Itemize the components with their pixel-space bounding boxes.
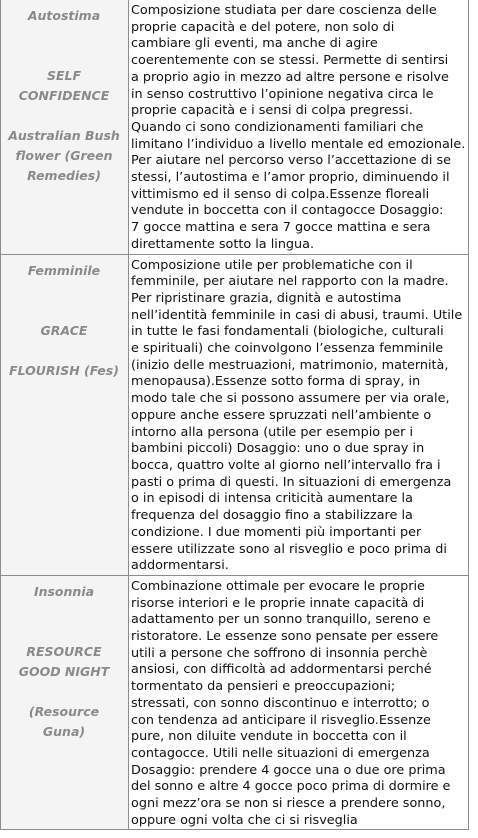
remedy-description-line: contagocce. Utili nelle situazioni di emergenza: [131, 745, 430, 761]
remedy-description-line: ogni mezz’ora se non si riesce a prendere sonno,: [131, 796, 446, 812]
remedy-description-line: coerentemente con se stessi. Permette di sentirsi: [131, 53, 449, 69]
remedy-description-line: Dosaggio: prendere 4 gocce una o due ore prima: [131, 762, 446, 778]
remedy-description-line: Per ripristinare grazia, dignità e autostima: [131, 290, 402, 306]
remedy-description-line: vendute in boccetta con il contagocce Dosaggio:: [131, 203, 444, 219]
remedy-description-line: modo tale che si possono assumere per via orale,: [131, 391, 450, 407]
remedy-name-cell: [1, 254, 129, 575]
remedy-name-line: (Resource: [28, 703, 100, 719]
remedy-description-line: ristoratore. Le essenze sono pensate per essere: [131, 629, 439, 645]
remedy-description-line: cambiare gli eventi, ma anche di agire: [131, 36, 378, 52]
remedy-name-line: Australian Bush: [8, 128, 120, 143]
remedy-description-line: bambini piccoli) Dosaggio: uno o due spray in: [131, 441, 425, 457]
remedy-name-spacer: [3, 26, 125, 46]
remedy-description-line: del sonno e altre 4 gocce poco prima di dormire e: [131, 779, 451, 795]
remedy-description-cell: [129, 0, 469, 254]
remedy-name-spacer: [3, 341, 125, 361]
remedy-description-line: stessi, l’autostima e l’amor proprio, diminuendo il: [131, 170, 450, 186]
remedy-name-spacer: [3, 106, 125, 126]
remedy-description-line: utili a persone che soffrono di insonnia perchè: [131, 645, 428, 661]
remedy-description-line: Combinazione ottimale per evocare le proprie: [131, 578, 425, 594]
remedy-name-spacer: [3, 602, 125, 622]
remedy-name-cell: [1, 575, 129, 830]
remedy-name-line: flower (Green: [15, 148, 113, 163]
remedy-name-line: SELF: [46, 68, 82, 83]
remedy-row: [1, 254, 469, 575]
remedy-description-line: pure, non diluite vendute in boccetta con il: [131, 729, 407, 745]
remedy-description-line: e spirituali) che coinvolgono l’essenza femminile: [131, 341, 444, 357]
remedy-description-line: ansiosi, con difficoltà ad addormentarsi perché: [131, 662, 432, 678]
remedy-description-line: condizione. I due momenti più importanti per: [131, 524, 422, 540]
remedy-description-line: addormentarsi.: [131, 558, 229, 574]
remedy-description-cell: [129, 575, 469, 830]
remedy-description-line: oppure anche essere spruzzati nell’ambiente o: [131, 407, 432, 423]
remedy-description-line: vittimismo ed il senso di colpa.Essenze floreali: [131, 186, 430, 202]
remedy-name-line: GRACE: [40, 322, 88, 338]
remedy-description-line: essere utilizzate sono al risveglio e poco prima di: [131, 541, 447, 557]
remedy-description-line: Composizione studiata per dare coscienza delle: [131, 3, 437, 18]
remedy-name-line: Remedies): [27, 168, 101, 183]
remedy-description-line: pasti o prima di questi. In situazioni di emergenza: [131, 474, 452, 490]
remedy-description-line: bocca, quattro volte al giorno nell’intervallo fra i: [131, 457, 441, 473]
remedy-name-line: Insonnia: [33, 583, 95, 599]
remedy-description-line: in senso costruttivo l’opinione negativa circa le: [131, 86, 434, 102]
remedy-description-line: menopausa).Essenze sotto forma di spray, in: [131, 374, 421, 390]
remedy-description-line: stressati, con sonno discontinuo e interrotto; o: [131, 695, 430, 711]
remedy-description-line: risorse interiori e le proprie innate capacità di: [131, 595, 425, 611]
remedy-description-line: Per aiutare nel percorso verso l’accettazione di se: [131, 153, 452, 169]
remedy-name-line: GOOD NIGHT: [18, 663, 110, 679]
remedy-name-spacer: [3, 682, 125, 702]
remedy-description-line: con tendenza ad anticipare il risveglio.Essenze: [131, 712, 431, 728]
remedy-description-line: Composizione utile per problematiche con il: [131, 257, 413, 273]
remedy-name-line: FLOURISH (Fes): [9, 362, 119, 378]
remedy-name-cell: [1, 0, 129, 254]
remedy-name-line: Autostima: [27, 8, 101, 23]
remedy-description-line: proprie capacità e i sensi di colpa pregressi.: [131, 103, 413, 119]
remedy-row: [1, 0, 469, 254]
remedy-description-line: femminile, per aiutare nel rapporto con la madre.: [131, 274, 449, 290]
remedy-description-line: nell’identità femminile in casi di abusi, traumi. Utile: [131, 307, 463, 323]
remedy-name-line: RESOURCE: [26, 643, 102, 659]
remedy-description-line: in tutte le fasi fondamentali (biologiche, culturali: [131, 324, 444, 340]
remedy-description-line: direttamente sotto la lingua.: [131, 236, 315, 252]
remedy-description-line: adattamento per un sonno tranquillo, sereno e: [131, 612, 431, 628]
remedy-name-line: Guna): [42, 723, 86, 739]
remedy-name-spacer: [3, 301, 125, 321]
remedy-description-line: frequenza del dosaggio fino a stabilizzare la: [131, 508, 413, 524]
remedies-table-body: [1, 0, 469, 830]
remedy-name-spacer: [3, 281, 125, 301]
remedy-description-line: oppure ogni volta che ci si risveglia: [131, 812, 358, 828]
remedy-name-spacer: [3, 622, 125, 642]
remedy-description-cell: [129, 254, 469, 575]
remedy-name-spacer: [3, 46, 125, 66]
remedy-description-line: (inizio delle mestruazioni, matrimonio, maternità,: [131, 357, 449, 373]
remedy-description-line: o in episodi di intensa criticità aumentare la: [131, 491, 413, 507]
remedy-description-line: proprie capacità e del potere, non solo di: [131, 19, 395, 35]
remedy-description-line: Quando ci sono condizionamenti familiari che: [131, 119, 424, 135]
remedy-description-line: 7 gocce mattina e sera 7 gocce mattina e sera: [131, 220, 431, 236]
remedy-description-line: tormentato da pensieri e preoccupazioni;: [131, 679, 396, 695]
remedy-description-line: limitano l’individuo a livello mentale ed emozionale.: [131, 136, 466, 152]
remedy-name-line: Femminile: [27, 262, 101, 278]
remedy-description-line: a proprio agio in mezzo ad altre persone e risolve: [131, 69, 449, 85]
remedy-row: [1, 575, 469, 830]
remedy-name-line: CONFIDENCE: [18, 88, 110, 103]
remedy-description-line: intorno alla persona (utile per esempio per i: [131, 424, 414, 440]
